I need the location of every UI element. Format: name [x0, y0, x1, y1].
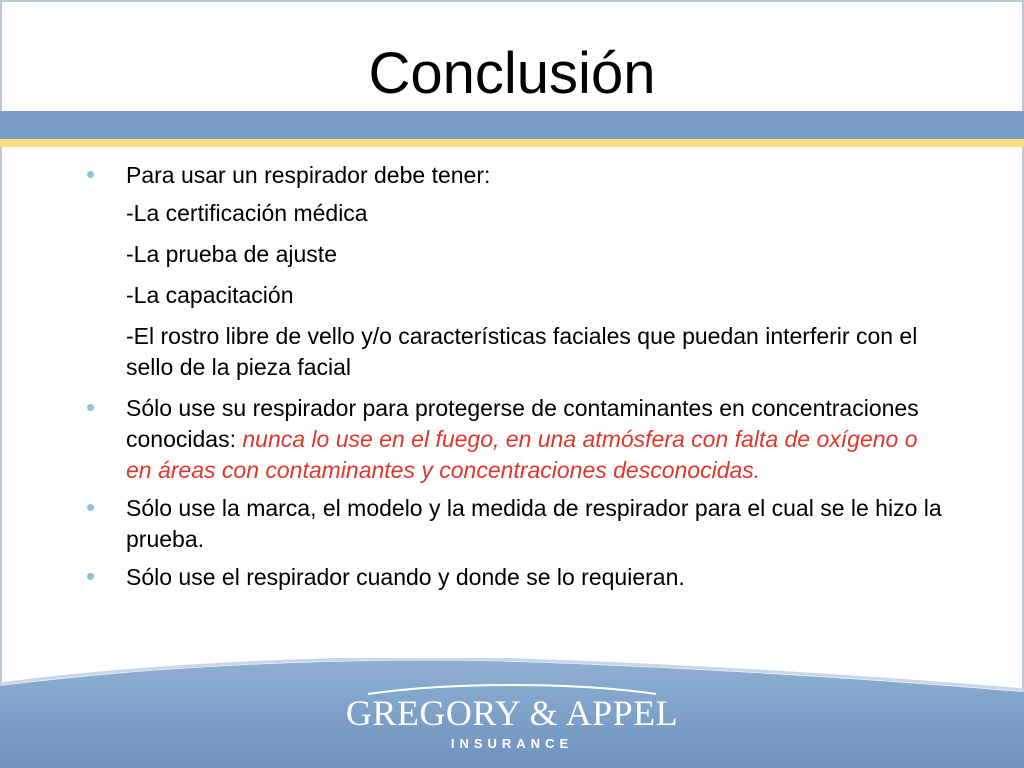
bullet-text: Sólo use la marca, el modelo y la medida de respirador para el cual se le hizo la prueba. — [126, 495, 942, 552]
bullet-text: Sólo use su respirador para protegerse de contaminantes en concentraciones conocidas: — [126, 395, 919, 452]
bullet-text: Para usar un respirador debe tener: — [126, 162, 491, 188]
bullet-icon: • — [86, 492, 96, 522]
logo-name: GREGORY & APPEL — [345, 693, 679, 733]
bullet-icon: • — [86, 392, 96, 422]
bullet-warning-text: nunca lo use en el fuego, en una atmósfera con falta de oxígeno o en áreas con contaminantes y concentraciones desconocidas. — [126, 426, 918, 483]
title-band — [0, 111, 1024, 139]
slide-title: Conclusión — [368, 41, 656, 106]
top-border — [0, 0, 1024, 2]
company-logo — [340, 680, 684, 760]
bullet-text: Sólo use el respirador cuando y donde se lo requieran. — [126, 564, 685, 590]
bullet-icon: • — [86, 561, 96, 591]
title-band-accent — [0, 139, 1024, 147]
bullet-item — [86, 562, 946, 593]
sub-item — [86, 321, 946, 383]
sub-item — [86, 280, 946, 311]
sub-item-text: -La capacitación — [126, 282, 294, 308]
bullet-item — [86, 493, 946, 555]
sub-item — [86, 239, 946, 270]
slide-body — [86, 160, 946, 600]
sub-item-text: -El rostro libre de vello y/o características faciales que puedan interferir con el sello de la pieza facial — [126, 323, 918, 380]
sub-item-text: -La prueba de ajuste — [126, 241, 337, 267]
sub-item — [86, 198, 946, 229]
bullet-icon: • — [86, 159, 96, 189]
sub-item-text: -La certificación médica — [126, 200, 368, 226]
bullet-item — [86, 160, 946, 191]
logo-subtitle: INSURANCE — [450, 736, 574, 751]
bullet-item — [86, 393, 946, 486]
